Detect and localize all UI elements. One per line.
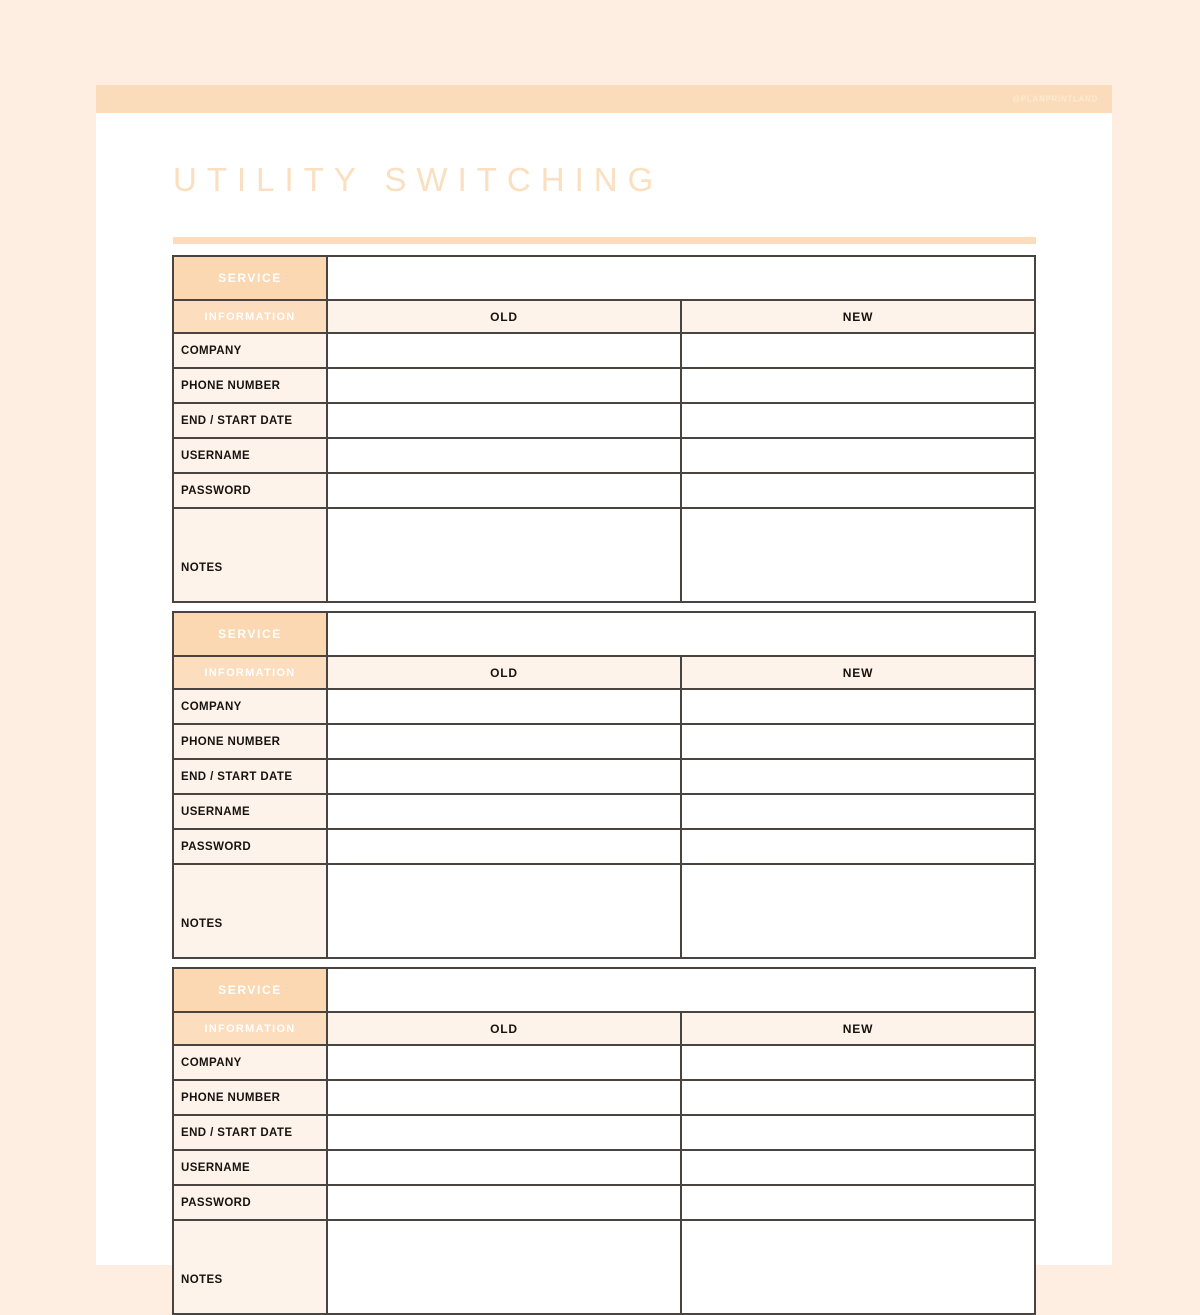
old-value-field[interactable] [328,439,682,472]
notes-label: NOTES [174,1221,328,1313]
table-row [174,334,1034,369]
row-label: PHONE NUMBER [174,1081,328,1114]
new-value-field[interactable] [682,830,1034,863]
utility-section [172,611,1036,959]
table-row [174,760,1034,795]
printable-page [96,85,1112,1286]
old-value-field[interactable] [328,404,682,437]
notes-row [174,1221,1034,1313]
old-value-field[interactable] [328,830,682,863]
table-row [174,830,1034,865]
table-row [174,439,1034,474]
new-value-field[interactable] [682,404,1034,437]
row-label: END / START DATE [174,1116,328,1149]
row-label: USERNAME [174,1151,328,1184]
notes-new-field[interactable] [682,1221,1034,1313]
row-label: USERNAME [174,795,328,828]
watermark-brand: @PLANPRINTLAND [1012,94,1098,104]
old-value-field[interactable] [328,474,682,507]
notes-old-field[interactable] [328,509,682,601]
table-row [174,795,1034,830]
table-row [174,1116,1034,1151]
new-value-field[interactable] [682,1186,1034,1219]
service-header-label: SERVICE [174,613,328,655]
information-header-label: INFORMATION [174,1013,328,1044]
service-header-label: SERVICE [174,257,328,299]
notes-label: NOTES [174,865,328,957]
column-header-new: NEW [682,301,1034,332]
table-row [174,369,1034,404]
old-value-field[interactable] [328,1116,682,1149]
row-label: COMPANY [174,334,328,367]
service-name-input[interactable] [328,613,1034,655]
information-header-row [174,1013,1034,1046]
title-divider-bar [173,237,1036,244]
old-value-field[interactable] [328,690,682,723]
new-value-field[interactable] [682,369,1034,402]
table-row [174,474,1034,509]
table-row [174,1046,1034,1081]
information-header-label: INFORMATION [174,301,328,332]
table-row [174,404,1034,439]
old-value-field[interactable] [328,369,682,402]
old-value-field[interactable] [328,795,682,828]
column-header-new: NEW [682,1013,1034,1044]
table-row [174,690,1034,725]
row-label: PASSWORD [174,474,328,507]
old-value-field[interactable] [328,760,682,793]
row-label: COMPANY [174,690,328,723]
new-value-field[interactable] [682,1046,1034,1079]
old-value-field[interactable] [328,334,682,367]
page-top-band [96,85,1112,113]
service-header-label: SERVICE [174,969,328,1011]
row-label: PASSWORD [174,830,328,863]
column-header-old: OLD [328,301,682,332]
old-value-field[interactable] [328,1186,682,1219]
row-label: END / START DATE [174,404,328,437]
utility-section [172,255,1036,603]
table-row [174,725,1034,760]
new-value-field[interactable] [682,334,1034,367]
row-label: END / START DATE [174,760,328,793]
notes-new-field[interactable] [682,865,1034,957]
information-header-row [174,301,1034,334]
new-value-field[interactable] [682,725,1034,758]
information-header-label: INFORMATION [174,657,328,688]
utility-section [172,967,1036,1315]
service-name-input[interactable] [328,969,1034,1011]
table-row [174,1151,1034,1186]
row-label: PASSWORD [174,1186,328,1219]
old-value-field[interactable] [328,1081,682,1114]
new-value-field[interactable] [682,760,1034,793]
new-value-field[interactable] [682,439,1034,472]
new-value-field[interactable] [682,1081,1034,1114]
column-header-new: NEW [682,657,1034,688]
service-name-input[interactable] [328,257,1034,299]
notes-row [174,509,1034,601]
row-label: COMPANY [174,1046,328,1079]
old-value-field[interactable] [328,1151,682,1184]
new-value-field[interactable] [682,1116,1034,1149]
column-header-old: OLD [328,657,682,688]
row-label: PHONE NUMBER [174,369,328,402]
notes-old-field[interactable] [328,865,682,957]
column-header-old: OLD [328,1013,682,1044]
new-value-field[interactable] [682,1151,1034,1184]
notes-row [174,865,1034,957]
service-header-row [174,969,1034,1013]
notes-new-field[interactable] [682,509,1034,601]
service-header-row [174,257,1034,301]
row-label: PHONE NUMBER [174,725,328,758]
old-value-field[interactable] [328,1046,682,1079]
table-row [174,1186,1034,1221]
page-title: UTILITY SWITCHING [173,161,664,198]
new-value-field[interactable] [682,474,1034,507]
table-row [174,1081,1034,1116]
new-value-field[interactable] [682,690,1034,723]
information-header-row [174,657,1034,690]
new-value-field[interactable] [682,795,1034,828]
notes-label: NOTES [174,509,328,601]
old-value-field[interactable] [328,725,682,758]
row-label: USERNAME [174,439,328,472]
notes-old-field[interactable] [328,1221,682,1313]
service-header-row [174,613,1034,657]
utility-sections-container [172,255,1036,1315]
